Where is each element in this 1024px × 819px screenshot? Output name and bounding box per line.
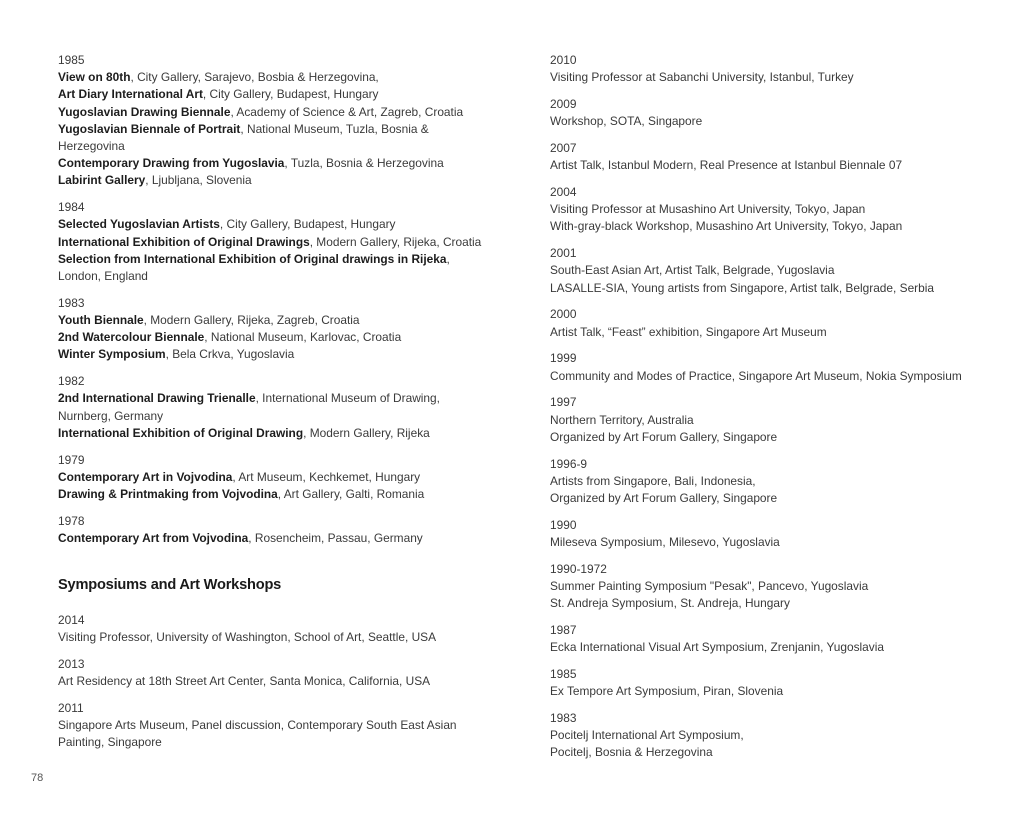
entry-year: 2009 (550, 97, 577, 111)
entry-line (550, 113, 990, 130)
event-details: , Rosencheim, Passau, Germany (248, 531, 423, 546)
cv-entry (58, 52, 478, 190)
entry-line (550, 490, 990, 507)
event-title: Yugoslavian Drawing Biennale (58, 104, 231, 119)
event-details: Northern Territory, Australia (550, 412, 694, 427)
event-title: View on 80th (58, 70, 131, 85)
cv-entry (550, 394, 990, 446)
entry-line (58, 121, 478, 138)
entry-year: 2007 (550, 141, 577, 155)
entry-line (58, 717, 498, 734)
event-details: Organized by Art Forum Gallery, Singapore (550, 429, 778, 444)
event-title: Selection from International Exhibition of Original drawings in Rijeka (58, 251, 447, 266)
entry-year: 2010 (550, 53, 577, 67)
event-details: Visiting Professor at Musashino Art University, Tokyo, Japan (550, 202, 866, 217)
event-details: Pocitelj, Bosnia & Herzegovina (550, 745, 713, 760)
entry-year: 2013 (58, 657, 85, 671)
entry-line (550, 578, 990, 595)
entry-year: 1984 (58, 200, 85, 215)
cv-entry (550, 245, 990, 297)
event-title: Art Diary International Art (58, 87, 203, 102)
event-details: Nurnberg, Germany (58, 408, 164, 423)
event-title: Youth Biennale (58, 313, 144, 328)
entry-line (58, 86, 478, 103)
cv-entry (550, 96, 990, 130)
entry-year: 1985 (58, 53, 85, 67)
cv-entry (58, 656, 498, 690)
cv-entry (550, 184, 990, 236)
event-details: Organized by Art Forum Gallery, Singapore (550, 491, 778, 506)
entry-year: 1982 (58, 374, 85, 389)
entry-year: 2014 (58, 613, 85, 627)
event-details: Ecka International Visual Art Symposium, Zrenjanin, Yugoslavia (550, 640, 884, 655)
event-details: Artist Talk, “Feast” exhibition, Singapore Art Museum (550, 324, 827, 339)
entry-year: 1990-1972 (550, 561, 607, 576)
event-details: , Tuzla, Bosnia & Herzegovina (284, 156, 444, 171)
event-title: Contemporary Art in Vojvodina (58, 469, 233, 484)
cv-entry (58, 612, 498, 646)
entry-line (550, 280, 990, 297)
cv-entry (58, 295, 478, 364)
event-title: Selected Yugoslavian Artists (58, 217, 220, 232)
event-details: Mileseva Symposium, Milesevo, Yugoslavia (550, 535, 780, 550)
cv-entry (550, 140, 990, 174)
entry-line (550, 262, 990, 279)
cv-entry (550, 710, 990, 762)
event-details: , Modern Gallery, Rijeka, Croatia (309, 234, 482, 249)
entry-line (550, 744, 990, 761)
entry-year: 2001 (550, 246, 577, 261)
entry-line (58, 104, 478, 121)
entry-line (58, 408, 478, 425)
entry-line (58, 251, 478, 268)
cv-entry (58, 513, 478, 547)
entry-year: 1983 (550, 711, 577, 726)
event-details: Visiting Professor, University of Washington, School of Art, Seattle, USA (58, 630, 437, 645)
entry-line (550, 595, 990, 612)
entry-line (58, 329, 478, 346)
event-details: , (446, 251, 450, 266)
event-details: Pocitelj International Art Symposium, (550, 728, 744, 743)
entry-year: 1996-9 (550, 456, 588, 471)
entry-line (58, 172, 478, 189)
event-details: , City Gallery, Budapest, Hungary (219, 217, 396, 232)
event-details: Artist Talk, Istanbul Modern, Real Presence at Istanbul Biennale 07 (550, 158, 903, 173)
event-details: London, England (58, 269, 148, 284)
entry-line (550, 201, 990, 218)
event-details: Summer Painting Symposium "Pesak", Pancevo, Yugoslavia (550, 579, 869, 594)
entry-line (58, 673, 498, 690)
entry-year: 1987 (550, 623, 577, 638)
entry-year: 1978 (58, 513, 85, 528)
cv-entry (550, 517, 990, 551)
entry-line (550, 429, 990, 446)
entry-line (58, 69, 478, 86)
event-title: International Exhibition of Original Drawings (58, 234, 310, 249)
entry-line (550, 683, 990, 700)
cv-entry (550, 306, 990, 340)
cv-entry (58, 373, 478, 442)
event-details: , Modern Gallery, Rijeka, Zagreb, Croatia (143, 313, 360, 328)
entry-line (58, 425, 478, 442)
cv-entry (550, 52, 990, 86)
event-details: Workshop, SOTA, Singapore (550, 114, 703, 129)
event-details: , City Gallery, Budapest, Hungary (202, 87, 379, 102)
event-details: Singapore Arts Museum, Panel discussion, Contemporary South East Asian (58, 718, 457, 733)
event-details: With-gray-black Workshop, Musashino Art University, Tokyo, Japan (550, 219, 903, 234)
event-details: , National Museum, Tuzla, Bosnia & (240, 121, 429, 136)
entry-year: 2004 (550, 185, 577, 199)
event-details: , Modern Gallery, Rijeka (303, 425, 430, 440)
symposiums-right-column (550, 52, 990, 771)
event-details: , City Gallery, Sarajevo, Bosbia & Herzegovina, (130, 70, 379, 85)
event-title: Drawing & Printmaking from Vojvodina (58, 487, 278, 502)
entry-year: 1997 (550, 395, 577, 410)
entry-line (550, 412, 990, 429)
event-details: Art Residency at 18th Street Art Center, Santa Monica, California, USA (58, 674, 431, 689)
entry-line (550, 324, 990, 341)
entry-line (58, 469, 478, 486)
entry-line (58, 138, 478, 155)
entry-year: 2011 (58, 701, 84, 715)
event-details: St. Andreja Symposium, St. Andreja, Hungary (550, 596, 790, 611)
entry-year: 1985 (550, 667, 577, 682)
event-details: Ex Tempore Art Symposium, Piran, Slovenia (550, 684, 784, 699)
event-title: 2nd International Drawing Trienalle (58, 391, 256, 406)
event-title: Contemporary Drawing from Yugoslavia (58, 156, 285, 171)
event-title: Winter Symposium (58, 347, 166, 362)
entry-year: 1983 (58, 295, 85, 310)
symposiums-left-column (58, 612, 498, 761)
cv-entry (58, 452, 478, 504)
event-details: , Bela Crkva, Yugoslavia (165, 347, 295, 362)
event-details: Visiting Professor at Sabanchi University, Istanbul, Turkey (550, 70, 854, 85)
entry-line (58, 486, 478, 503)
entry-line (58, 530, 478, 547)
event-title: Labirint Gallery (58, 173, 146, 188)
entry-line (58, 346, 478, 363)
entry-line (550, 368, 990, 385)
event-title: 2nd Watercolour Biennale (58, 330, 205, 345)
event-title: Yugoslavian Biennale of Portrait (58, 121, 241, 136)
entry-line (58, 629, 498, 646)
entry-line (58, 312, 478, 329)
entry-line (550, 473, 990, 490)
page-number: 78 (31, 772, 44, 784)
event-details: , International Museum of Drawing, (255, 391, 440, 406)
cv-entry (550, 561, 990, 613)
exhibitions-column (58, 52, 482, 557)
event-details: , Art Museum, Kechkemet, Hungary (232, 469, 421, 484)
event-details: , Academy of Science & Art, Zagreb, Croatia (230, 104, 464, 119)
entry-line (550, 157, 990, 174)
entry-line (550, 639, 990, 656)
cv-entry (550, 666, 990, 700)
entry-year: 1979 (58, 452, 85, 467)
event-details: Painting, Singapore (58, 735, 162, 750)
entry-line (58, 155, 478, 172)
event-details: Artists from Singapore, Bali, Indonesia, (550, 473, 756, 488)
cv-entry (58, 199, 482, 285)
event-details: , National Museum, Karlovac, Croatia (204, 330, 402, 345)
event-title: Contemporary Art from Vojvodina (58, 531, 249, 546)
entry-line (58, 390, 478, 407)
entry-line (550, 69, 990, 86)
entry-line (58, 734, 498, 751)
event-details: LASALLE-SIA, Young artists from Singapore, Artist talk, Belgrade, Serbia (550, 280, 935, 295)
entry-line (58, 268, 478, 285)
entry-line (58, 234, 482, 251)
event-details: , Art Gallery, Galti, Romania (277, 487, 425, 502)
entry-line (550, 727, 990, 744)
cv-entry (550, 456, 990, 508)
cv-entry (550, 622, 990, 656)
entry-year: 1990 (550, 517, 577, 532)
section-title: Symposiums and Art Workshops (58, 577, 282, 593)
cv-entry (550, 350, 990, 384)
entry-year: 1999 (550, 351, 577, 366)
event-details: Herzegovina (58, 139, 125, 154)
cv-entry (58, 700, 498, 752)
event-details: Community and Modes of Practice, Singapore Art Museum, Nokia Symposium (550, 368, 962, 383)
event-title: International Exhibition of Original Drawing (58, 425, 304, 440)
entry-line (550, 534, 990, 551)
event-details: , Ljubljana, Slovenia (145, 173, 252, 188)
event-details: South-East Asian Art, Artist Talk, Belgrade, Yugoslavia (550, 263, 835, 278)
entry-line (550, 218, 990, 235)
entry-line (58, 216, 478, 233)
entry-year: 2000 (550, 307, 577, 322)
